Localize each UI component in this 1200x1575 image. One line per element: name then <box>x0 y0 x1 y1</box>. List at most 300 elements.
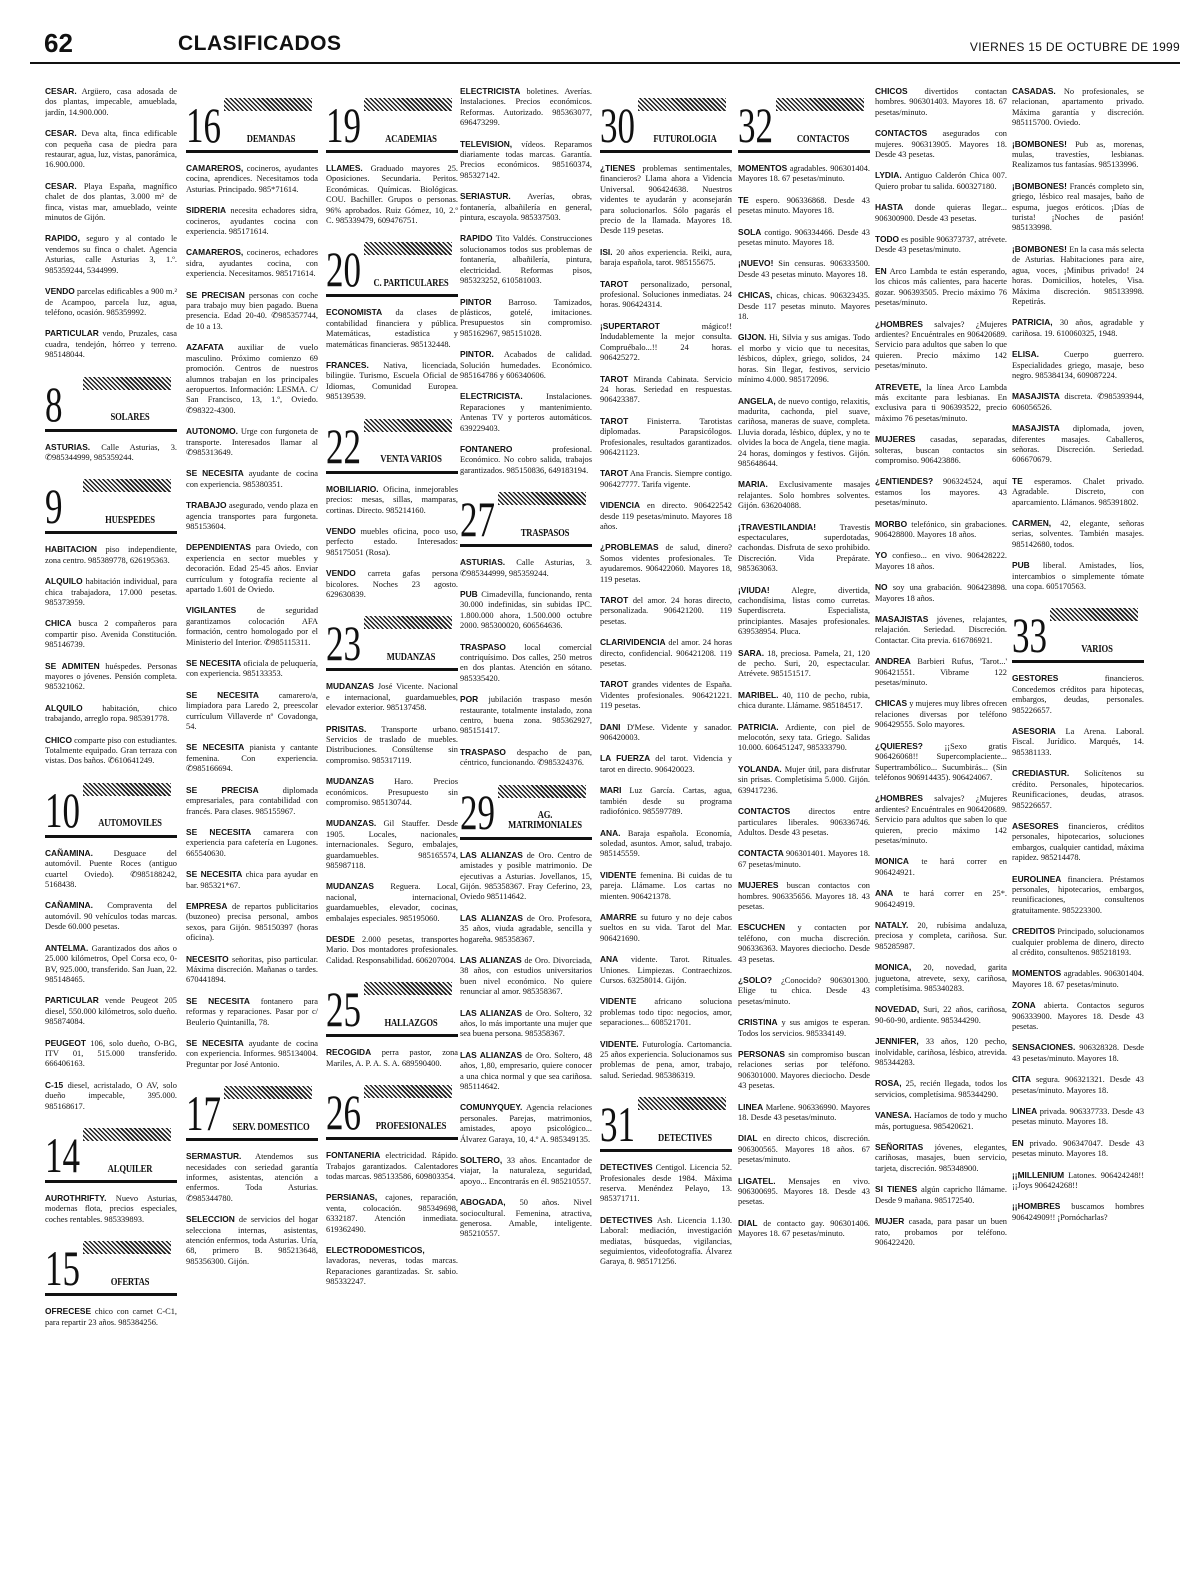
ad-body: Urge con furgoneta de transporte. Interesados llamar al ✆985313649. <box>186 427 318 457</box>
ad-keyword: SE NECESITA <box>186 742 245 753</box>
ad-body: 2.000 pesetas, transportes Mario. Dos montadores profesionales. Calidad. Responsabilidad. 606207004. <box>326 935 458 965</box>
ad-body: Ardiente, con piel de melocotón, sexy tata. Griego. Salidas 10.000. 606451247, 985333790. <box>738 722 870 753</box>
classified-ad <box>460 1155 592 1187</box>
ad-keyword: SI TIENES <box>875 1184 918 1195</box>
ad-body: y sus amigos te esperan. Todos los servicios. 985334149. <box>738 1018 870 1038</box>
ad-body: discreta. ✆985393944, 606056526. <box>1012 392 1144 412</box>
ad-body: en directo. 906422542 desde 119 pesetas/minuto. Mayores 18 años. <box>600 501 732 531</box>
ad-keyword: ESCUCHEN <box>738 922 785 933</box>
ad-keyword: TODO <box>875 234 900 245</box>
ad-body: y mujeres muy libres ofrecen relaciones diversas por teléfono 906429555. Solo mayores. <box>875 699 1007 730</box>
classified-ad <box>738 396 870 470</box>
ad-body: Arco Lambda te están esperando, los chicos más calientes, para hacerte gozar. 906393505. Precio máximo 76 pesetas/minuto. <box>875 266 1007 308</box>
ad-body: D'Mese. Vidente y sanador. 906420003. <box>600 722 732 743</box>
ad-body: de Oro. Soltero, 32 años, lo más importante una mujer que sea buena persona. 985358367. <box>460 1008 592 1039</box>
section-pattern-band <box>364 98 452 111</box>
classified-ad <box>1012 86 1144 129</box>
section-number: 20 <box>326 241 361 298</box>
ad-body: Calle Asturias, 3. ✆985344999, 985359244. <box>460 558 592 578</box>
ad-keyword: SOLA <box>738 226 762 237</box>
ad-keyword: SE NECESITA <box>186 468 244 479</box>
classified-ad <box>326 1047 458 1069</box>
ad-body: Argüero, casa adosada de dos plantas, impecable, amueblada, jardín, 14.900.000. <box>45 87 177 117</box>
ad-keyword: MASAJISTA <box>1012 391 1060 402</box>
ad-keyword: MUDANZAS <box>326 881 374 892</box>
ad-body: Garantizados dos años o 25.000 kilómetros, Opel Corsa eco, 0-BV, 925.000, transferido. San Juan, 22. 985148465. <box>45 943 177 984</box>
ad-keyword: PRISITAS. <box>326 723 367 734</box>
ad-keyword: PARTICULAR <box>45 995 99 1006</box>
ad-keyword: ¡¡MILLENIUM <box>1012 1169 1065 1180</box>
classified-ad <box>186 1151 318 1204</box>
ad-keyword: SE NECESITA <box>186 869 243 880</box>
ad-keyword: LLAMES. <box>326 163 363 173</box>
ad-keyword: GIJON. <box>738 332 767 343</box>
ad-keyword: MOMENTOS <box>1012 968 1062 979</box>
classified-ad <box>186 742 318 774</box>
classified-ad <box>600 870 732 902</box>
ad-body: de servicios del hogar selecciona internas, asistentas, atención enfermos, toda Asturias. Uría, 68, primero B. 985213648, 985356300. Gijón. <box>186 1215 318 1266</box>
ad-keyword: MUDANZAS. <box>326 818 377 829</box>
classified-ad <box>1012 476 1144 508</box>
section-header <box>45 1122 177 1183</box>
ad-keyword: SE NECESITA <box>186 658 242 669</box>
ad-keyword: ¡BOMBONES! <box>1012 180 1067 191</box>
section-number: 9 <box>45 478 63 535</box>
ad-keyword: VIDENTE. <box>600 1038 639 1049</box>
classified-ad <box>600 753 732 775</box>
ad-body: 906301401. Mayores 18. 67 pesetas/minuto. <box>738 849 870 869</box>
ad-keyword: RAPIDO <box>460 233 493 244</box>
ad-keyword: MONICA <box>875 856 909 867</box>
ad-body: salvajes? ¿Mujeres ardientes? Encuéntrales en 906420689. Servicio para adultos que saben lo que quieren, precio máximo 142 pesetas/minuto. <box>875 794 1007 845</box>
ad-keyword: CHICAS <box>875 698 908 709</box>
classified-ad <box>875 86 1007 118</box>
section-number: 26 <box>326 1084 361 1141</box>
ad-body: Principado, solucionamos cualquier problema de dinero, directo al crédito, consultenos. 985218193. <box>1012 927 1144 957</box>
ad-keyword: MONICA, <box>875 962 912 973</box>
ad-body: vende Peugeot 205 diesel, 550.000 kilómetros, solo dueño. 985874084. <box>45 996 177 1027</box>
classified-ad <box>875 476 1007 508</box>
ad-body: 30 años, agradable y cariñosa. 19. 610060325, 1948. <box>1012 318 1144 338</box>
classified-ad <box>600 542 732 585</box>
ad-body: soy una grabación. 906423898. Mayores 18 años. <box>875 583 1007 603</box>
section-header <box>45 473 177 534</box>
classified-ad <box>875 698 1007 730</box>
page-header <box>30 28 1180 64</box>
ad-body: muebles oficina, poco uso, perfecto estado. Interesados: 985175051 (Rosa). <box>326 526 458 557</box>
classified-ad <box>326 307 458 350</box>
section-name: TRASPASOS <box>520 527 570 539</box>
classified-ad <box>875 266 1007 309</box>
ad-keyword: VIGILANTES <box>186 605 237 616</box>
ad-keyword: ALQUILO <box>45 576 83 587</box>
section-name: ALQUILER <box>107 1163 153 1175</box>
classified-ad <box>738 1017 870 1039</box>
classified-ad <box>45 661 177 693</box>
section-number: 15 <box>45 1240 80 1297</box>
classified-ad <box>45 943 177 986</box>
classified-ad <box>1012 518 1144 550</box>
classified-ad <box>600 500 732 532</box>
section-header <box>326 413 458 474</box>
classified-ad <box>186 1038 318 1070</box>
ad-keyword: ANA <box>875 888 894 899</box>
ad-body: Miranda Cabinata. Servicio 24 horas. Seriedad en respuestas. 906423387. <box>600 374 732 405</box>
section-header <box>600 1091 732 1152</box>
classified-ad <box>600 637 732 669</box>
ad-keyword: PATRICIA. <box>738 721 779 732</box>
classified-ad <box>600 468 732 490</box>
classified-ad <box>186 785 318 817</box>
ad-body: Hi, Silvia y sus amigas. Todo el morbo y vicio que tu necesitas, lésbicos, dúplex, griego, solidos, 24 horas. Sin llegar, festivos, servicio mínimo 4.000. 985172096. <box>738 333 870 385</box>
section-number: 23 <box>326 615 361 672</box>
ad-body: electricidad. Rápido. Trabajos garantizados. Calentadores todas marcas. 985133586, 609803354. <box>326 1151 458 1181</box>
classified-ad <box>186 1214 318 1267</box>
ad-body: Barbieri Rufus, 'Tarot...' 906421551. Vibrame 122 pesetas/minuto. <box>875 657 1007 688</box>
classified-ad <box>45 328 177 360</box>
classified-ad <box>1012 1138 1144 1160</box>
classified-ad <box>875 128 1007 160</box>
ad-body: Finisterra. Tarotistas diplomadas. Parapsicólogos. Profesionales, resultados garantizados. 906421123. <box>600 416 732 457</box>
ad-keyword: ASESORES <box>1012 820 1059 831</box>
section-pattern-band <box>83 783 171 796</box>
ad-body: Gil Stauffer. Desde 1905. Locales, nacionales, internacionales. Seguro, embalajes, guardamuebles. 985165574, 985987118. <box>326 819 458 871</box>
ad-keyword: RAPIDO, <box>45 233 80 244</box>
classified-ad <box>326 724 458 767</box>
ad-body: diesel, acristalado, O AV, solo dueño impecable, 395.000. 985168617. <box>45 1080 177 1111</box>
ad-body: privada. 906337733. Desde 43 pesetas minuto. Mayores 18. <box>1012 1107 1144 1127</box>
section-name: DEMANDAS <box>246 133 296 145</box>
ad-body: Haro. Precios económicos. Presupuesto sin compromiso. 985130744. <box>326 777 458 807</box>
section-name: FUTUROLOGIA <box>653 133 717 145</box>
ad-body: local comercial contriquísimo. Dos calles, 250 metros en dos plantas. Atención en sótano. 985335420. <box>460 642 592 683</box>
ad-keyword: NECESITO <box>186 953 229 964</box>
ad-keyword: ASTURIAS. <box>45 441 91 452</box>
section-number: 19 <box>326 97 361 153</box>
ad-body: del amor. 24 horas directo, confidencial. 906421208. 119 pesetas. <box>600 638 732 669</box>
classified-ad <box>186 290 318 333</box>
ad-keyword: CAMAREROS, <box>186 247 244 258</box>
classified-ad <box>326 526 458 558</box>
classified-ad <box>600 954 732 986</box>
classified-ad <box>738 648 870 680</box>
section-pattern-band <box>83 1241 171 1254</box>
ad-body: seguro y al contado le vendemos su finca o chalet. Agencia Asturias, calle Asturias 3, 1.º. 985359244, 5344999. <box>45 234 177 275</box>
classified-ad <box>875 434 1007 466</box>
classified-ad <box>45 86 177 118</box>
ad-body: La Arena. Laboral. Fiscal. Jurídico. Marqués, 14. 985381133. <box>1012 727 1144 757</box>
classified-ad <box>1012 244 1144 307</box>
classified-ad <box>186 605 318 648</box>
ad-keyword: ANA <box>600 954 619 965</box>
ad-keyword: PUB <box>1012 560 1030 571</box>
ad-body: en directo chicos, discreción. 906300565. Mayores 18 años. 67 pesetas/minuto. <box>738 1134 870 1165</box>
ad-body: Ash. Licencia 1.130. Laboral: mediación, investigación mediatas, búsquedas, vigilancias, seguimientos, videofotografía. Álvarez Garaya, 8. 985171256. <box>600 1215 732 1267</box>
ad-body: Marlene. 906336990. Mayores 18. Desde 43 pesetas/minuto. <box>738 1102 870 1123</box>
ad-body: lavadoras, neveras, todas marcas. Reparaciones garantizadas. Sr. sabio. 985332247. <box>326 1256 458 1287</box>
ad-keyword: EUROLINEA <box>1012 873 1062 884</box>
ad-keyword: HASTA <box>875 202 904 213</box>
ad-keyword: CHICAS, <box>738 290 773 301</box>
classified-ad <box>600 374 732 406</box>
classified-ad <box>45 735 177 767</box>
classified-ad <box>600 247 732 269</box>
classified-ad <box>875 793 1007 846</box>
classified-column-6 <box>738 86 870 1556</box>
ad-keyword: TAROT <box>600 679 629 690</box>
ad-keyword: TAROT <box>600 595 629 605</box>
ad-body: asegurado, vendo plaza en agencia transportes para furgoneta. 985153604. <box>186 501 318 531</box>
ad-keyword: MUDANZAS <box>326 776 374 787</box>
classified-ad <box>738 1102 870 1124</box>
ad-keyword: EN <box>1012 1137 1024 1148</box>
ad-body: de seguridad garantizamos colocación AFA formación, centro homologado por el Ministerio del Interior. ✆985115311. <box>186 606 318 647</box>
classified-ad <box>326 1245 458 1288</box>
ad-keyword: VENDO <box>326 568 356 579</box>
classified-ad <box>738 848 870 870</box>
classified-ad <box>45 233 177 276</box>
classified-ad <box>45 900 177 932</box>
classified-ad <box>738 764 870 796</box>
classified-ad <box>738 880 870 912</box>
classified-ad <box>460 191 592 223</box>
ad-body: huéspedes. Personas mayores o jóvenes. Pensión completa. 985321062. <box>45 661 177 692</box>
ad-body: Pub as, morenas, mulas, travestíes, lesbianas. Realizamos tus fantasías. 985133996. <box>1012 139 1144 170</box>
ad-body: contigo. 906334466. Desde 43 pesetas minuto. Mayores 18. <box>738 227 870 248</box>
classified-ad <box>1012 349 1144 381</box>
classified-ad <box>460 850 592 903</box>
ad-body: africano soluciona problemas todo tipo: negocios, amor, separaciones... 608521701. <box>600 997 732 1028</box>
classified-ad <box>738 195 870 217</box>
classified-ad <box>738 227 870 249</box>
ad-keyword: PATRICIA, <box>1012 317 1053 328</box>
section-number: 16 <box>186 97 221 153</box>
ad-keyword: ¡BOMBONES! <box>1012 138 1067 149</box>
ad-body: Acabados de calidad. Solución humedades. Económico. 985164786 y 606340606. <box>460 350 592 380</box>
classified-ad <box>875 856 1007 878</box>
ad-keyword: ANGELA, <box>738 395 776 406</box>
ad-body: necesita echadores sidra, cocineros, ayudantes cocina con experiencia. 985171614. <box>186 206 318 237</box>
classified-ad <box>1012 968 1144 990</box>
section-header <box>1012 602 1144 663</box>
ad-keyword: SENSACIONES. <box>1012 1042 1076 1053</box>
classified-ad <box>600 279 732 311</box>
classified-ad <box>875 582 1007 604</box>
ad-keyword: MUJERES <box>738 880 779 891</box>
ad-keyword: SIDRERIA <box>186 205 227 216</box>
classified-ad <box>45 1038 177 1070</box>
ad-body: femenina. Bi cuidas de tu pareja. Llámame. Los cartas no mienten. 906421378. <box>600 870 732 901</box>
classified-ad <box>460 391 592 434</box>
ad-body: chica para ayudar en bar. 985321*67. <box>186 870 318 890</box>
ad-keyword: SE PRECISAN <box>186 289 245 300</box>
ad-body: Nativa, licenciada, bilingüe. Turismo, Escuela Oficial de Idiomas, Comunidad Europea. 985139539. <box>326 361 458 402</box>
section-header <box>326 1079 458 1140</box>
section-number: 25 <box>326 981 361 1038</box>
section-header <box>186 1080 318 1141</box>
ad-body: 20, rubísima andaluza, preciosa y completa, cariñosa. Sur. 985285987. <box>875 920 1007 951</box>
ad-body: Transporte urbano. Servicios de traslado de muebles. Distribuciones. Consúltense sin compromiso. 985317119. <box>326 724 458 765</box>
ad-keyword: CAMAREROS, <box>186 163 244 173</box>
ad-keyword: OFRECESE <box>45 1306 92 1317</box>
section-header <box>326 236 458 297</box>
ad-keyword: ALQUILO <box>45 702 83 713</box>
ad-keyword: FONTANERIA <box>326 1150 381 1161</box>
classified-ad <box>1012 423 1144 466</box>
section-number: 27 <box>460 491 495 548</box>
classified-ad <box>600 595 732 627</box>
ad-keyword: POR <box>460 694 479 705</box>
classified-ad <box>1012 673 1144 716</box>
classified-ad <box>326 818 458 871</box>
ad-body: José Vicente. Nacional e internacional, guardamuebles, elevador exterior. 985137458. <box>326 682 458 713</box>
ad-body: profesional. Económico. No cobro salida, trabajos garantizados. 985150836, 649183194. <box>460 444 592 475</box>
section-pattern-band <box>364 982 452 995</box>
classified-ad <box>875 382 1007 425</box>
ad-keyword: CAÑAMINA. <box>45 847 93 858</box>
ad-keyword: ¡VIUDA! <box>738 584 770 595</box>
ad-keyword: NO <box>875 582 888 593</box>
ad-body: Barroso. Tamizados, plásticos, gotelé, imitaciones. Presupuestos sin compromiso. 985162967, 985151028. <box>460 297 592 338</box>
ad-body: 20, novedad, garita juguetona, atrevete, sexy, cariñosa, completísima. 985340283. <box>875 963 1007 993</box>
ad-body: diplomada, joven, diferentes masajes. Caballeros, señoras. Discreción. Seriedad. 606670679. <box>1012 424 1144 465</box>
classified-ad <box>326 1150 458 1182</box>
ad-keyword: CLARIVIDENCIA <box>600 637 666 648</box>
ad-body: Agencia relaciones personales. Parejas, matrimonios, amistades, apoyo psicológico... Álvarez Garaya, 10, 4.º A. 985349135. <box>460 1103 592 1144</box>
classified-ad <box>738 258 870 280</box>
ad-body: carreta gafas persona bicolores. Noches 23 agosto. 629630839. <box>326 569 458 599</box>
classified-ad <box>460 349 592 381</box>
ad-keyword: ¿QUIERES? <box>875 740 923 751</box>
ad-keyword: CHICA <box>45 618 72 629</box>
classified-ad <box>600 1162 732 1205</box>
ad-keyword: VENDO <box>326 525 356 536</box>
classified-ad <box>186 468 318 490</box>
ad-body: vendo, Pruzales, casa cuadra, tendejón, hórreo y terreno. 985148044. <box>45 329 177 360</box>
classified-ad <box>460 913 592 945</box>
section-pattern-band <box>776 98 864 111</box>
ad-body: Alegre, divertida, cachondísima, listas como curretas. Superdiscreta. Especialista, principiantes. Masajes profesionales. 639538954. Pluca. <box>738 585 870 637</box>
ad-keyword: ¡¡HOMBRES <box>1012 1201 1061 1212</box>
classified-ad <box>1012 874 1144 917</box>
ad-body: camarero/a, limpiadora para Laredo 2, preescolar currículum Villaverde nº Covadonga, 54. <box>186 690 318 732</box>
section-header <box>326 92 458 153</box>
section-name: PROFESIONALES <box>375 1120 447 1132</box>
classified-ad <box>186 205 318 237</box>
ad-keyword: CHICO <box>45 734 72 745</box>
section-pattern-band <box>83 479 171 492</box>
ad-body: te hará correr en 25*. 906424919. <box>875 889 1007 909</box>
classified-ad <box>1012 1042 1144 1064</box>
ad-body: salvajes? ¿Mujeres ardientes? Encuéntrales en 906420689. Servicio para adultos que saben lo que quieren. Precio máximo 142 pesetas/minuto. <box>875 319 1007 371</box>
ad-keyword: ELECTRICISTA. <box>460 391 523 402</box>
ad-body: espero. 906336868. Desde 43 pesetas minuto. Mayores 18. <box>738 195 870 216</box>
ad-keyword: ¿PROBLEMAS <box>600 542 659 553</box>
ad-body: de Oro. Profesora, 35 años, viuda agradable, sencilla y hogareña. 985358367. <box>460 913 592 944</box>
ad-keyword: SARA. <box>738 647 765 658</box>
ad-body: Antiguo Calderón Chica 007. Quiero probar tu salida. 600327180. <box>875 171 1007 191</box>
ad-keyword: AUTONOMO. <box>186 426 238 437</box>
ad-body: del amor. 24 horas directo, personalizada. 906421200. 119 pesetas. <box>600 596 732 626</box>
ad-keyword: LAS ALIANZAS <box>460 954 522 965</box>
classified-ad <box>45 995 177 1027</box>
ad-body: Francés completo sin, griego, lésbico real masajes, baño de espuma, juegos eróticos. ¡Días de turista! ¡Noches de pasión! 985133998. <box>1012 181 1144 233</box>
ad-keyword: AZAFATA <box>186 342 224 353</box>
ad-keyword: DETECTIVES <box>600 1162 653 1173</box>
section-name: C. PARTICULARES <box>373 278 449 290</box>
classified-ad <box>875 234 1007 256</box>
ad-keyword: PERSIANAS, <box>326 1192 378 1203</box>
classified-ad <box>460 955 592 998</box>
section-pattern-band <box>364 242 452 255</box>
ad-keyword: EMPRESA <box>186 900 228 911</box>
ad-body: liberal. Amistades, líos, intercambios o simplemente tómate una copa. 605170563. <box>1012 561 1144 592</box>
ad-body: Tito Valdés. Construcciones solucionamos todos sus problemas de fontanería, albañilería, pintura, electricidad. Reformas pisos, 985323252, 610581003. <box>460 234 592 286</box>
ad-body: algún capricho llámame. Desde 9 mañana. 985172540. <box>875 1185 1007 1205</box>
ad-keyword: PEUGEOT <box>45 1037 86 1048</box>
ad-body: Ana Francis. Siempre contigo. 906427777. Tarifa vigente. <box>600 469 732 489</box>
classified-ad <box>600 1039 732 1082</box>
section-number: 8 <box>45 375 63 432</box>
ad-keyword: MOMENTOS <box>738 163 788 173</box>
ad-body: 33 años, 120 pecho, inolvidable, cariñosa, lésbico, atrevida. 985344283. <box>875 1037 1007 1068</box>
ad-keyword: VIDENTE <box>600 996 637 1007</box>
classified-ad <box>875 1184 1007 1206</box>
classified-column-3 <box>326 86 458 1556</box>
section-header <box>45 371 177 432</box>
ad-body: Nuevo Asturias, modernas flota, precios especiales, coches rentables. 985339893. <box>45 1193 177 1224</box>
ad-body: 33 años. Encantador de viajar, la naturaleza, seguridad, apoyo... Encontrarás en él. 985210557. <box>460 1156 592 1186</box>
ad-keyword: MUDANZAS <box>326 681 374 692</box>
ad-keyword: FRANCES. <box>326 360 369 371</box>
ad-keyword: ANDREA <box>875 656 911 667</box>
ad-body: despacho de pan, céntrico, funcionando. ✆985324376. <box>460 747 592 768</box>
classified-ad <box>738 1049 870 1092</box>
section-header <box>45 1235 177 1296</box>
ad-keyword: ¡TRAVESTILANDIA! <box>738 521 817 532</box>
ad-keyword: TAROT <box>600 415 629 426</box>
ad-body: busca 2 compañeros para compartir piso. Avenida Constitución. 985146739. <box>45 619 177 650</box>
ad-keyword: ¡SUPERTAROT <box>600 320 660 331</box>
section-name: VENTA VARIOS <box>380 454 442 466</box>
ad-body: ¿Conocido? 906301300. Elige tu chica. Desde 43 pesetas/minuto. <box>738 975 870 1006</box>
ad-keyword: NOVEDAD, <box>875 1004 920 1015</box>
classified-ad <box>45 128 177 171</box>
section-name: VARIOS <box>1081 644 1113 656</box>
ad-body: personas con coche para trabajo muy bien pagado. Buena presencia. Edad 20-40. ✆985357744, de 10 a 13. <box>186 290 318 331</box>
ad-keyword: LA FUERZA <box>600 753 651 764</box>
classified-ad <box>875 962 1007 994</box>
ad-body: Playa España, magnífico chalet de dos plantas, 3.000 m² de finca, vistas mar, amueblado, veinte minutos de Gijón. <box>45 181 177 223</box>
ad-body: ayudante de cocina con experiencia. Informes. 985134004. Preguntar por José Antonio. <box>186 1039 318 1069</box>
ad-body: donde quieras llegar... 906300900. Desde 43 pesetas. <box>875 203 1007 223</box>
section-header <box>326 976 458 1037</box>
section-name: CONTACTOS <box>796 133 850 145</box>
classified-ad <box>875 550 1007 572</box>
ad-body: auxiliar de vuelo masculino. Próximo comienzo 69 promoción. Centros de nuestros alumnos trabajan en los principales aeropuertos. Información: LESMA. C/ San Francisco, 13, 1.º, Oviedo. ✆98322-4300. <box>186 343 318 415</box>
classified-ad <box>600 828 732 860</box>
ad-keyword: MARIBEL. <box>738 689 779 700</box>
ad-body: privado. 906347047. Desde 43 pesetas minuto. Mayores 18. <box>1012 1138 1144 1159</box>
ad-body: cocineros, echadores sidra, ayudantes cocina, con experiencia. Necesitamos. 985171614. <box>186 248 318 279</box>
ad-keyword: DIAL <box>738 1217 758 1228</box>
classified-ad <box>875 741 1007 784</box>
ad-keyword: LAS ALIANZAS <box>460 1049 523 1060</box>
classified-ad <box>738 806 870 838</box>
ad-body: Latones. 906424248!! ¡¡Joys 906424268!! <box>1012 1170 1144 1191</box>
classified-ad <box>1012 1000 1144 1032</box>
section-pattern-band <box>364 419 452 432</box>
